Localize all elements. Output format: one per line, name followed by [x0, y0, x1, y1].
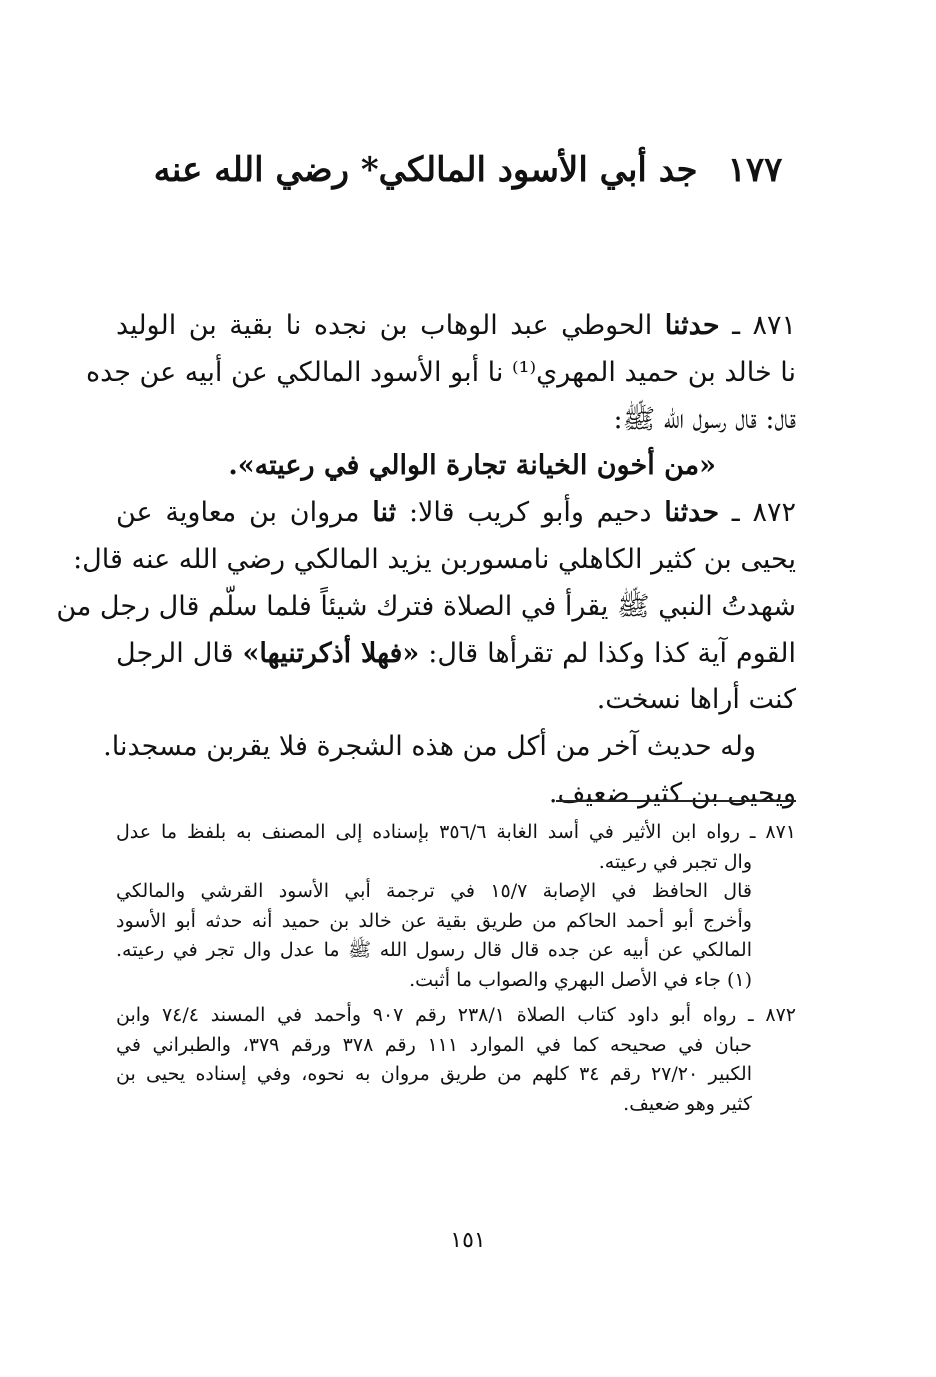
footnote-line: قال الحافظ في الإصابة ١٥/٧ في ترجمة أبي الأسود القرشي والمالكي — [116, 880, 752, 902]
bold-phrase: «فهلا أذكرتنيها» — [242, 637, 420, 669]
hadith-text — [56, 303, 797, 818]
text-phrase: ويحيى بن كثير ضعيف. — [548, 777, 796, 809]
text-line — [103, 724, 796, 771]
text-phrase: ٨٧١ ـ — [719, 310, 796, 341]
text-line — [116, 771, 796, 818]
footnote-line: ٨٧١ ـ رواه ابن الأثير في أسد الغابة ٣٥٦/٦ بإسناده إلى المصنف به بلفظ ما عدل — [116, 821, 796, 843]
text-phrase: نا خالد بن حميد المهري⁽¹⁾ نا أبو الأسود المالكي عن أبيه عن جده — [85, 356, 796, 388]
footnote-line: حبان في صحيحه كما في الموارد ١١١ رقم ٣٧٨ ورقم ٣٧٩، والطبراني في — [116, 1033, 752, 1056]
text-phrase: القوم آية كذا وكذا لم تقرأها قال: — [419, 637, 797, 669]
chapter-title: جد أبي الأسود المالكي* رضي الله عنه — [153, 150, 698, 190]
bold-phrase: حدثنا — [664, 497, 720, 529]
footnote-line: وال تجبر في رعيته. — [598, 850, 752, 873]
footnote-line: ٨٧٢ ـ رواه أبو داود كتاب الصلاة ٢٣٨/١ رقم ٩٠٧ وأحمد في المسند ٧٤/٤ وابن — [116, 1004, 796, 1026]
text-line — [56, 584, 796, 631]
text-phrase: وله حديث آخر من أكل من هذه الشجرة فلا يقربن مسجدنا. — [103, 731, 756, 763]
footnote-block — [116, 1001, 796, 1119]
text-line — [73, 537, 796, 584]
footnote-block — [116, 818, 796, 995]
text-line — [116, 443, 796, 490]
text-phrase: كنت أراها نسخت. — [596, 684, 796, 716]
text-line — [116, 397, 796, 444]
bold-phrase: حدثنا — [664, 310, 720, 341]
text-line — [116, 677, 796, 724]
text-phrase: دحيم وأبو كريب قالا: — [396, 497, 665, 529]
footnote-line: (١) جاء في الأصل البهري والصواب ما أثبت. — [409, 968, 752, 991]
text-phrase: ٨٧٢ ـ — [719, 497, 796, 529]
chapter-heading — [0, 150, 936, 190]
text-phrase: شهدتُ النبي ﷺ يقرأ في الصلاة فترك شيئاً فلما سلّم قال رجل من — [56, 590, 796, 622]
bold-phrase: «من أخون الخيانة تجارة الوالي في رعيته». — [228, 450, 716, 482]
text-line — [116, 490, 796, 537]
footnote-divider — [556, 800, 796, 802]
text-phrase: مروان بن معاوية عن — [116, 497, 373, 529]
footnotes — [116, 818, 796, 1125]
footnote-line: كثير وهو ضعيف. — [623, 1092, 752, 1115]
text-phrase: الحوطي عبد الوهاب بن نجده نا بقية بن الوليد — [116, 310, 665, 341]
footnote-line: وأخرج أبو أحمد الحاكم من طريق بقية عن خالد بن حميد أنه حدثه أبو الأسود — [116, 909, 752, 932]
text-phrase: قال: قال رسول الله ﷺ: — [613, 403, 796, 435]
footnote-line: المالكي عن أبيه عن جده قال قال رسول الله ﷺ ما عدل وال تجر في رعيته. — [116, 939, 752, 961]
text-phrase: قال الرجل — [116, 637, 243, 669]
text-line — [116, 631, 796, 678]
text-line — [116, 303, 796, 350]
text-phrase: يحيى بن كثير الكاهلي نامسوربن يزيد المالكي رضي الله عنه قال: — [73, 543, 796, 575]
footnote-line: الكبير ٢٧/٢٠ رقم ٣٤ كلهم من طريق مروان به نحوه، وفي إسناده يحيى بن — [116, 1063, 752, 1085]
page-number: ١٥١ — [450, 1228, 486, 1253]
text-line — [85, 350, 796, 397]
bold-phrase: ثنا — [372, 497, 397, 529]
chapter-number: ١٧٧ — [727, 150, 783, 190]
